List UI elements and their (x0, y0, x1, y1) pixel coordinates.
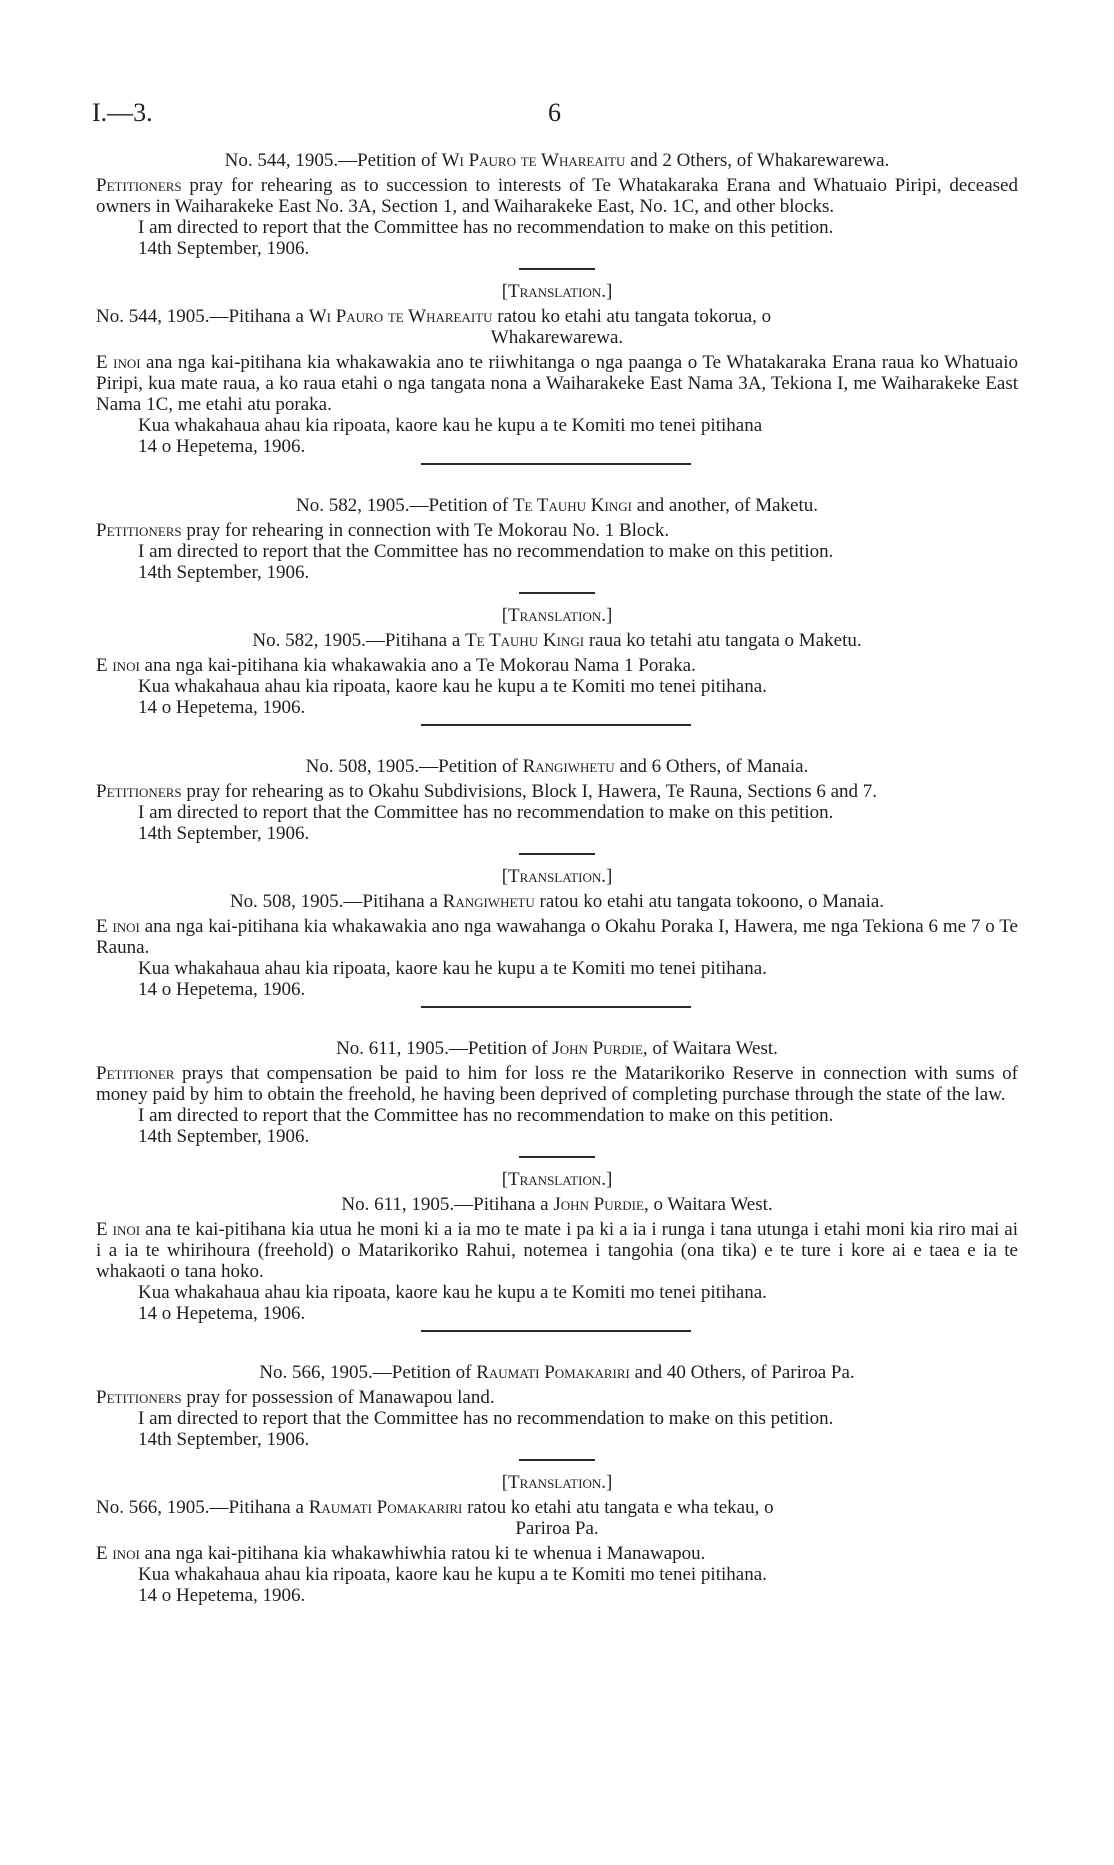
translation-date: 14 o Hepetema, 1906. (138, 1585, 306, 1606)
petitioner-name: Rangiwhetu (522, 756, 615, 777)
translation-label: [Translation.] (501, 1472, 613, 1493)
translation-petitioner-name: Rangiwhetu (442, 891, 535, 912)
paper-reference: I.—3. (92, 98, 153, 127)
petition-origin: and 40 Others, of Pariroa Pa. (629, 1362, 855, 1383)
translation-prayer (96, 1219, 1018, 1282)
page-number: 6 (548, 98, 561, 127)
translation-prayer (96, 352, 1018, 415)
petitioner-name: Wi Pauro te Whareaitu (441, 150, 626, 171)
prayer-lead: Petitioners (96, 175, 182, 196)
petition-section (96, 1362, 1018, 1606)
committee-report: I am directed to report that the Committee has no recommendation to make on this petition. (138, 1408, 834, 1429)
translation-lead: E inoi (96, 1219, 141, 1240)
petition-prayer (96, 175, 1018, 217)
petition-prayer (96, 1387, 1018, 1408)
translation-petitioner-name: Raumati Pomakariri (308, 1497, 463, 1518)
translation-report: Kua whakahaua ahau kia ripoata, kaore kau he kupu a te Komiti mo tenei pitihana (138, 415, 763, 436)
petitioner-name: John Purdie (552, 1038, 643, 1059)
translation-lead: E inoi (96, 916, 140, 937)
translation-petitioner-name: Wi Pauro te Whareaitu (308, 306, 493, 327)
divider-rule (519, 1156, 595, 1158)
translation-title (96, 1497, 1018, 1539)
translation-text: ana nga kai-pitihana kia whakawhiwhia ratou ki te whenua i Manawapou. (139, 1543, 706, 1564)
translation-report: Kua whakahaua ahau kia ripoata, kaore kau he kupu a te Komiti mo tenei pitihana. (138, 958, 767, 979)
divider-rule (519, 1459, 595, 1461)
translation-title (96, 1194, 1018, 1215)
petition-section (96, 756, 1018, 1008)
translation-title (96, 630, 1018, 651)
petition-number: No. 544, 1905.—Petition of (224, 150, 442, 171)
prayer-lead: Petitioners (96, 520, 182, 541)
translation-lead: E inoi (96, 1543, 140, 1564)
document-body (96, 150, 1018, 1606)
translation-origin: ratou ko etahi atu tangata e wha tekau, o (462, 1497, 774, 1518)
prayer-text: pray for possession of Manawapou land. (181, 1387, 495, 1408)
report-date: 14th September, 1906. (138, 1429, 310, 1450)
translation-title (96, 306, 1018, 348)
petition-title (96, 1362, 1018, 1383)
report-date: 14th September, 1906. (138, 823, 310, 844)
prayer-text: pray for rehearing in connection with Te Mokorau No. 1 Block. (181, 520, 670, 541)
translation-date: 14 o Hepetema, 1906. (138, 1303, 306, 1324)
translation-lead: E inoi (96, 655, 140, 676)
translation-date: 14 o Hepetema, 1906. (138, 979, 306, 1000)
translation-prayer (96, 655, 1018, 676)
divider-rule (519, 853, 595, 855)
translation-origin-cont: Pariroa Pa. (515, 1518, 599, 1539)
translation-date: 14 o Hepetema, 1906. (138, 697, 306, 718)
translation-number: No. 544, 1905.—Pitihana a (96, 306, 309, 327)
petition-number: No. 611, 1905.—Petition of (336, 1038, 553, 1059)
section-end-rule (421, 724, 691, 726)
translation-petitioner-name: Te Tauhu Kingi (465, 630, 585, 651)
prayer-lead: Petitioners (96, 1387, 182, 1408)
committee-report: I am directed to report that the Committee has no recommendation to make on this petition. (138, 217, 834, 238)
translation-text: ana te kai-pitihana kia utua he moni ki a ia mo te mate i pa ki a ia i runga i tana utunga i etahi moni kia riro mai ai i a ia te whirihoura (freehold) o Matarikoriko Rahui, notemea i tangohia (ona tika) e te ture i kore ai e taea e ia te whakaoti o tana hoko. (96, 1219, 1018, 1282)
translation-number: No. 611, 1905.—Pitihana a (341, 1194, 554, 1215)
petition-number: No. 582, 1905.—Petition of (296, 495, 513, 516)
petition-section (96, 150, 1018, 465)
petition-number: No. 566, 1905.—Petition of (259, 1362, 477, 1383)
prayer-text: pray for rehearing as to Okahu Subdivisions, Block I, Hawera, Te Rauna, Sections 6 and 7. (181, 781, 878, 802)
translation-lead: E inoi (96, 352, 141, 373)
divider-rule (519, 268, 595, 270)
translation-report: Kua whakahaua ahau kia ripoata, kaore kau he kupu a te Komiti mo tenei pitihana. (138, 1564, 767, 1585)
petition-title (96, 150, 1018, 171)
petition-title (96, 1038, 1018, 1059)
translation-origin-cont: Whakarewarewa. (490, 327, 624, 348)
petition-origin: and 2 Others, of Whakarewarewa. (625, 150, 890, 171)
section-end-rule (421, 463, 691, 465)
translation-label: [Translation.] (501, 1169, 613, 1190)
translation-number: No. 508, 1905.—Pitihana a (229, 891, 443, 912)
petition-origin: and another, of Maketu. (631, 495, 818, 516)
translation-origin: raua ko tetahi atu tangata o Maketu. (584, 630, 862, 651)
petition-prayer (96, 781, 1018, 802)
prayer-lead: Petitioner (96, 1063, 175, 1084)
prayer-lead: Petitioners (96, 781, 182, 802)
translation-number: No. 566, 1905.—Pitihana a (96, 1497, 309, 1518)
petition-title (96, 756, 1018, 777)
petition-prayer (96, 520, 1018, 541)
prayer-text: prays that compensation be paid to him for loss re the Matarikoriko Reserve in connection with sums of money paid by him to obtain the freehold, he having been deprived of completing purchase through the state of the law. (96, 1063, 1018, 1105)
translation-origin: ratou ko etahi atu tangata tokoono, o Manaia. (534, 891, 885, 912)
translation-report: Kua whakahaua ahau kia ripoata, kaore kau he kupu a te Komiti mo tenei pitihana. (138, 1282, 767, 1303)
committee-report: I am directed to report that the Committee has no recommendation to make on this petition. (138, 802, 834, 823)
petition-origin: , of Waitara West. (642, 1038, 778, 1059)
petition-title (96, 495, 1018, 516)
translation-prayer (96, 916, 1018, 958)
report-date: 14th September, 1906. (138, 1126, 310, 1147)
translation-label: [Translation.] (501, 605, 613, 626)
petition-origin: and 6 Others, of Manaia. (614, 756, 809, 777)
translation-date: 14 o Hepetema, 1906. (138, 436, 306, 457)
petitioner-name: Raumati Pomakariri (476, 1362, 630, 1383)
translation-text: ana nga kai-pitihana kia whakawakia ano nga wawahanga o Okahu Poraka I, Hawera, me nga Tekiona 6 me 7 o Te Rauna. (96, 916, 1018, 958)
committee-report: I am directed to report that the Committee has no recommendation to make on this petition. (138, 1105, 834, 1126)
translation-report: Kua whakahaua ahau kia ripoata, kaore kau he kupu a te Komiti mo tenei pitihana. (138, 676, 767, 697)
translation-origin: , o Waitara West. (643, 1194, 773, 1215)
committee-report: I am directed to report that the Committee has no recommendation to make on this petition. (138, 541, 834, 562)
translation-text: ana nga kai-pitihana kia whakawakia ano a Te Mokorau Nama 1 Poraka. (139, 655, 696, 676)
translation-text: ana nga kai-pitihana kia whakawakia ano te riiwhitanga o nga paanga o Te Whatakaraka Erana raua ko Whatuaio Piripi, kua mate raua, a ko raua etahi o nga tangata nona a Waiharakeke East Nama 3A, Tekiona I, me Waiharakeke East Nama 1C, me etahi atu poraka. (96, 352, 1018, 415)
translation-petitioner-name: John Purdie (553, 1194, 644, 1215)
section-end-rule (421, 1006, 691, 1008)
page-header (92, 98, 1022, 138)
prayer-text: pray for rehearing as to succession to interests of Te Whatakaraka Erana and Whatuaio Piripi, deceased owners in Waiharakeke East No. 3A, Section 1, and Waiharakeke East, No. 1C, and other blocks. (96, 175, 1018, 217)
translation-prayer (96, 1543, 1018, 1564)
petitioner-name: Te Tauhu Kingi (512, 495, 632, 516)
report-date: 14th September, 1906. (138, 562, 310, 583)
translation-label: [Translation.] (501, 866, 613, 887)
translation-title (96, 891, 1018, 912)
petition-prayer (96, 1063, 1018, 1105)
translation-origin: ratou ko etahi atu tangata tokorua, o (492, 306, 772, 327)
petition-section (96, 1038, 1018, 1332)
translation-label: [Translation.] (501, 281, 613, 302)
petition-section (96, 495, 1018, 726)
section-end-rule (421, 1330, 691, 1332)
petition-number: No. 508, 1905.—Petition of (305, 756, 523, 777)
divider-rule (519, 592, 595, 594)
translation-number: No. 582, 1905.—Pitihana a (252, 630, 466, 651)
report-date: 14th September, 1906. (138, 238, 310, 259)
